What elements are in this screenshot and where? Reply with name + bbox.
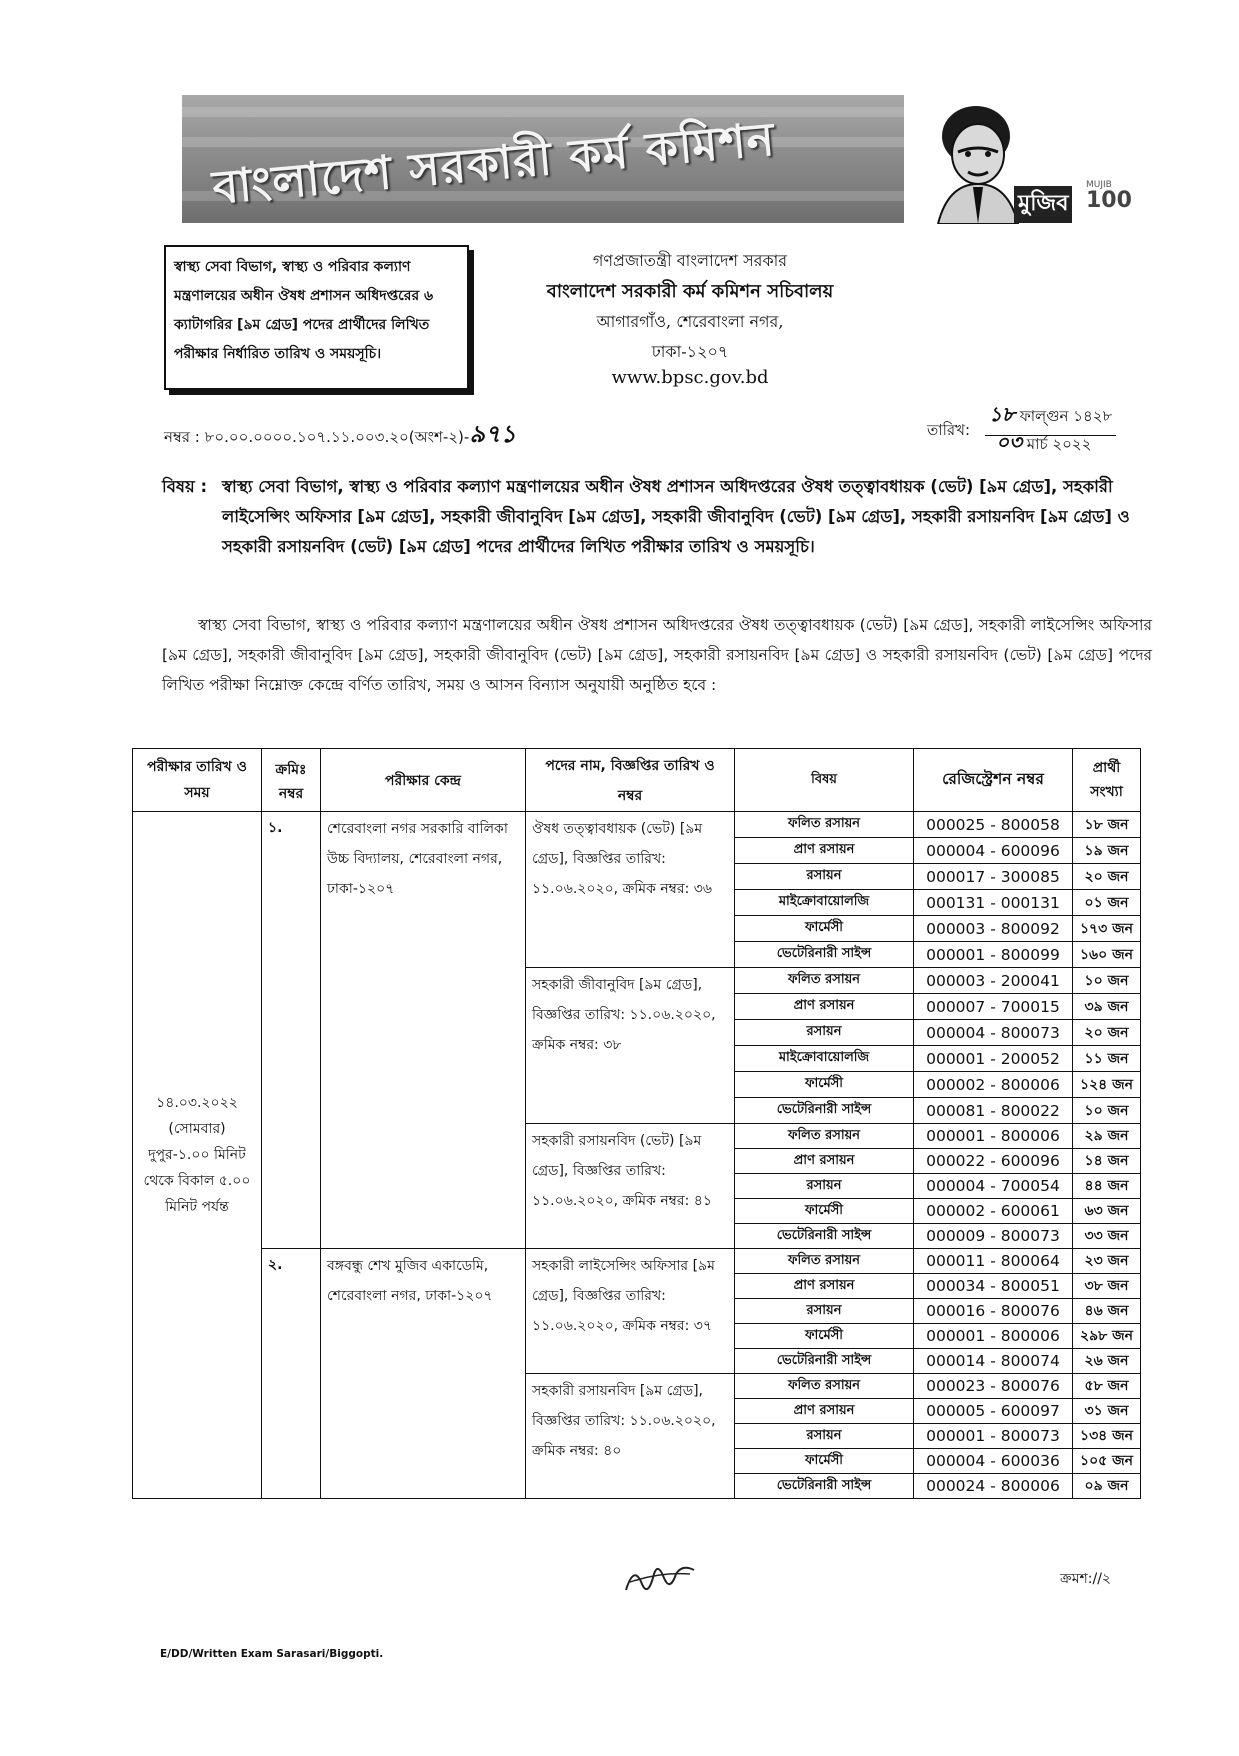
candidate-count-cell: ২৬ জন (1073, 1349, 1141, 1374)
registration-cell: 000016 - 800076 (914, 1299, 1073, 1324)
header-reg: রেজিস্ট্রেশন নম্বর (914, 749, 1073, 812)
post-name: সহকারী লাইসেন্সিং অফিসার [৯ম গ্রেড], বিজ্ঞপ্তির তারিখ: ১১.০৬.২০২০, ক্রমিক নম্বর: ৩৭ (526, 1249, 735, 1374)
registration-cell: 000001 - 800073 (914, 1424, 1073, 1449)
address-line-2: ঢাকা-১২০৭ (651, 342, 729, 361)
registration-cell: 000131 - 000131 (914, 890, 1073, 916)
header-date: পরীক্ষার তারিখ ও সময় (133, 749, 262, 812)
candidate-count-cell: ৫৮ জন (1073, 1374, 1141, 1399)
subject-text: স্বাস্থ্য সেবা বিভাগ, স্বাস্থ্য ও পরিবার কল্যাণ মন্ত্রণালয়ের অধীন ঔষধ প্রশাসন অধিদপ্তরের ঔষধ তত্ত্বাবধায়ক (ভেট) [৯ম গ্রেড], সহকারী লাইসেন্সিং অফিসার [৯ম গ্রেড], সহকারী জীবানুবিদ [৯ম গ্রেড], সহকারী জীবানুবিদ (ভেট) [৯ম গ্রেড], সহকারী রসায়নবিদ [৯ম গ্রেড] ও সহকারী রসায়নবিদ (ভেট) [৯ম গ্রেড] পদের প্রার্থীদের লিখিত পরীক্ষার তারিখ ও সময়সূচি। (222, 477, 1130, 556)
subject-cell: প্রাণ রসায়ন (735, 1274, 914, 1299)
subject-cell: মাইক্রোবায়োলজি (735, 1046, 914, 1072)
subject-cell: প্রাণ রসায়ন (735, 1149, 914, 1174)
subject-cell: ফার্মেসী (735, 916, 914, 942)
memo-handwritten: ৯৭১ (469, 419, 517, 448)
candidate-count-cell: ৩৯ জন (1073, 994, 1141, 1020)
header-subject: বিষয় (735, 749, 914, 812)
subject-cell: ভেটেরিনারী সাইন্স (735, 1349, 914, 1374)
candidate-count-cell: ১০ জন (1073, 968, 1141, 994)
registration-cell: 000001 - 800006 (914, 1324, 1073, 1349)
subject-cell: ফলিত রসায়ন (735, 1249, 914, 1274)
address-line-1: আগারগাঁও, শেরেবাংলা নগর, (596, 312, 784, 331)
registration-cell: 000004 - 600036 (914, 1449, 1073, 1474)
candidate-count-cell: ৪৪ জন (1073, 1174, 1141, 1199)
subject-cell: রসায়ন (735, 1020, 914, 1046)
continued-note: ক্রমশ://২ (1060, 1571, 1112, 1587)
notice-summary-text: স্বাস্থ্য সেবা বিভাগ, স্বাস্থ্য ও পরিবার কল্যাণ মন্ত্রণালয়ের অধীন ঔষধ প্রশাসন অধিদপ্তরের ৬ ক্যাটাগরির [৯ম গ্রেড] পদের প্রার্থীদের লিখিত পরীক্ষার নির্ধারিত তারিখ ও সময়সূচি। (174, 259, 434, 362)
candidate-count-cell: ১১ জন (1073, 1046, 1141, 1072)
exam-schedule-table (132, 748, 1141, 1499)
registration-cell: 000005 - 600097 (914, 1399, 1073, 1424)
candidate-count-cell: ৬৩ জন (1073, 1199, 1141, 1224)
registration-cell: 000002 - 800006 (914, 1072, 1073, 1098)
subject-cell: ফার্মেসী (735, 1072, 914, 1098)
date-gregorian-month: মার্চ ২০২২ (1026, 435, 1092, 453)
subject-cell: প্রাণ রসায়ন (735, 1399, 914, 1424)
notice-summary-box (164, 245, 469, 390)
registration-cell: 000024 - 800006 (914, 1474, 1073, 1499)
subject-cell: রসায়ন (735, 1174, 914, 1199)
exam-date-time: ১৪.০৩.২০২২ (সোমবার) দুপুর-১.০০ মিনিট থেকে বিকাল ৫.০০ মিনিট পর্যন্ত (133, 812, 262, 1499)
candidate-count-cell: ০১ জন (1073, 890, 1141, 916)
post-name: সহকারী রসায়নবিদ (ভেট) [৯ম গ্রেড], বিজ্ঞপ্তির তারিখ: ১১.০৬.২০২০, ক্রমিক নম্বর: ৪১ (526, 1124, 735, 1249)
registration-cell: 000004 - 700054 (914, 1174, 1073, 1199)
emblem-number: 100 (1086, 188, 1132, 213)
subject-label: বিষয় : (162, 477, 208, 496)
subject-cell: রসায়ন (735, 1424, 914, 1449)
registration-cell: 000081 - 800022 (914, 1098, 1073, 1124)
registration-cell: 000002 - 600061 (914, 1199, 1073, 1224)
candidate-count-cell: ১৩৪ জন (1073, 1424, 1141, 1449)
body-paragraph: স্বাস্থ্য সেবা বিভাগ, স্বাস্থ্য ও পরিবার কল্যাণ মন্ত্রণালয়ের অধীন ঔষধ প্রশাসন অধিদপ্তরের ঔষধ তত্ত্বাবধায়ক (ভেট) [৯ম গ্রেড], সহকারী লাইসেন্সিং অফিসার [৯ম গ্রেড], সহকারী জীবানুবিদ [৯ম গ্রেড], সহকারী জীবানুবিদ (ভেট) [৯ম গ্রেড], সহকারী রসায়নবিদ [৯ম গ্রেড] ও সহকারী রসায়নবিদ (ভেট) [৯ম গ্রেড] পদের লিখিত পরীক্ষা নিম্নোক্ত কেন্দ্রে বর্ণিত তারিখ, সময় ও আসন বিন্যাস অনুযায়ী অনুষ্ঠিত হবে : (162, 616, 1152, 694)
candidate-count-cell: ১৬০ জন (1073, 942, 1141, 968)
subject-cell: রসায়ন (735, 864, 914, 890)
date-bengali-month: ফাল্গুন ১৪২৮ (1019, 407, 1113, 425)
candidate-count-cell: ৩৩ জন (1073, 1224, 1141, 1249)
registration-cell: 000011 - 800064 (914, 1249, 1073, 1274)
subject-cell: ভেটেরিনারী সাইন্স (735, 1224, 914, 1249)
registration-cell: 000001 - 800099 (914, 942, 1073, 968)
candidate-count-cell: ২৩ জন (1073, 1249, 1141, 1274)
subject-block (162, 472, 1152, 562)
website-link[interactable]: www.bpsc.gov.bd (611, 367, 769, 388)
subject-cell: ভেটেরিনারী সাইন্স (735, 942, 914, 968)
table-row (133, 1249, 1141, 1274)
date-day-bottom: ০৩ (996, 430, 1023, 454)
subject-cell: মাইক্রোবায়োলজি (735, 890, 914, 916)
date-gregorian (996, 428, 1091, 461)
registration-cell: 000014 - 800074 (914, 1349, 1073, 1374)
subject-cell: ভেটেরিনারী সাইন্স (735, 1474, 914, 1499)
candidate-count-cell: ২০ জন (1073, 1020, 1141, 1046)
registration-cell: 000004 - 600096 (914, 838, 1073, 864)
candidate-count-cell: ৪৬ জন (1073, 1299, 1141, 1324)
registration-cell: 000017 - 300085 (914, 864, 1073, 890)
header-center: পরীক্ষার কেন্দ্র (321, 749, 526, 812)
subject-cell: ফার্মেসী (735, 1449, 914, 1474)
header-post: পদের নাম, বিজ্ঞপ্তির তারিখ ও নম্বর (526, 749, 735, 812)
banner-text: বাংলাদেশ সরকারী কর্ম কমিশন (210, 111, 778, 215)
registration-cell: 000001 - 800006 (914, 1124, 1073, 1149)
candidate-count-cell: ১৯ জন (1073, 838, 1141, 864)
exam-center-name: শেরেবাংলা নগর সরকারি বালিকা উচ্চ বিদ্যালয়, শেরেবাংলা নগর, ঢাকা-১২০৭ (321, 812, 526, 1249)
registration-cell: 000003 - 200041 (914, 968, 1073, 994)
registration-cell: 000001 - 200052 (914, 1046, 1073, 1072)
secretariat-title: বাংলাদেশ সরকারী কর্ম কমিশন সচিবালয় (546, 281, 834, 302)
subject-cell: প্রাণ রসায়ন (735, 994, 914, 1020)
candidate-count-cell: ১৭৩ জন (1073, 916, 1141, 942)
registration-cell: 000023 - 800076 (914, 1374, 1073, 1399)
registration-cell: 000034 - 800051 (914, 1274, 1073, 1299)
candidate-count-cell: ০৯ জন (1073, 1474, 1141, 1499)
footer-reference: E/DD/Written Exam Sarasari/Biggopti. (160, 1648, 384, 1660)
registration-cell: 000007 - 700015 (914, 994, 1073, 1020)
candidate-count-cell: ৩১ জন (1073, 1399, 1141, 1424)
subject-cell: ফার্মেসী (735, 1324, 914, 1349)
date-label: তারিখ: (927, 421, 971, 439)
mujib-100-logo (918, 92, 1132, 224)
subject-cell: প্রাণ রসায়ন (735, 838, 914, 864)
candidate-count-cell: ১৮ জন (1073, 812, 1141, 838)
emblem-sub: MUJIB (1086, 180, 1112, 190)
signature-icon (620, 1560, 700, 1600)
subject-cell: ফলিত রসায়ন (735, 812, 914, 838)
post-name: সহকারী রসায়নবিদ [৯ম গ্রেড], বিজ্ঞপ্তির তারিখ: ১১.০৬.২০২০, ক্রমিক নম্বর: ৪০ (526, 1374, 735, 1499)
center-serial: ১. (262, 812, 321, 1249)
table-body (133, 812, 1141, 1499)
subject-cell: রসায়ন (735, 1299, 914, 1324)
registration-cell: 000004 - 800073 (914, 1020, 1073, 1046)
registration-cell: 000009 - 800073 (914, 1224, 1073, 1249)
table-header-row (133, 749, 1141, 812)
exam-center-name: বঙ্গবন্ধু শেখ মুজিব একাডেমি, শেরেবাংলা নগর, ঢাকা-১২০৭ (321, 1249, 526, 1499)
candidate-count-cell: ১০৫ জন (1073, 1449, 1141, 1474)
header-count: প্রার্থী সংখ্যা (1073, 749, 1141, 812)
government-title: গণপ্রজাতন্ত্রী বাংলাদেশ সরকার (592, 251, 788, 270)
candidate-count-cell: ৩৮ জন (1073, 1274, 1141, 1299)
candidate-count-cell: ১০ জন (1073, 1098, 1141, 1124)
post-name: সহকারী জীবানুবিদ [৯ম গ্রেড], বিজ্ঞপ্তির তারিখ: ১১.০৬.২০২০, ক্রমিক নম্বর: ৩৮ (526, 968, 735, 1124)
emblem-text: মুজিব (1014, 186, 1072, 223)
candidate-count-cell: ১২৪ জন (1073, 1072, 1141, 1098)
header-serial: ক্রমিঃ নম্বর (262, 749, 321, 812)
subject-cell: ফলিত রসায়ন (735, 968, 914, 994)
registration-cell: 000003 - 800092 (914, 916, 1073, 942)
registration-cell: 000022 - 600096 (914, 1149, 1073, 1174)
candidate-count-cell: ১৪ জন (1073, 1149, 1141, 1174)
date-day-top: ১৮ (989, 402, 1015, 426)
center-serial: ২. (262, 1249, 321, 1499)
header-banner-image (182, 95, 904, 223)
subject-cell: ফার্মেসী (735, 1199, 914, 1224)
subject-cell: ভেটেরিনারী সাইন্স (735, 1098, 914, 1124)
candidate-count-cell: ২৯৮ জন (1073, 1324, 1141, 1349)
subject-cell: ফলিত রসায়ন (735, 1374, 914, 1399)
memo-number (164, 416, 516, 456)
candidate-count-cell: ২০ জন (1073, 864, 1141, 890)
post-name: ঔষধ তত্ত্বাবধায়ক (ভেট) [৯ম গ্রেড], বিজ্ঞপ্তির তারিখ: ১১.০৬.২০২০, ক্রমিক নম্বর: ৩৬ (526, 812, 735, 968)
candidate-count-cell: ২৯ জন (1073, 1124, 1141, 1149)
subject-cell: ফলিত রসায়ন (735, 1124, 914, 1149)
registration-cell: 000025 - 800058 (914, 812, 1073, 838)
table-row (133, 812, 1141, 838)
memo-prefix: নম্বর : ৮০.০০.০০০০.১০৭.১১.০০৩.২০(অংশ-২)- (164, 428, 470, 446)
